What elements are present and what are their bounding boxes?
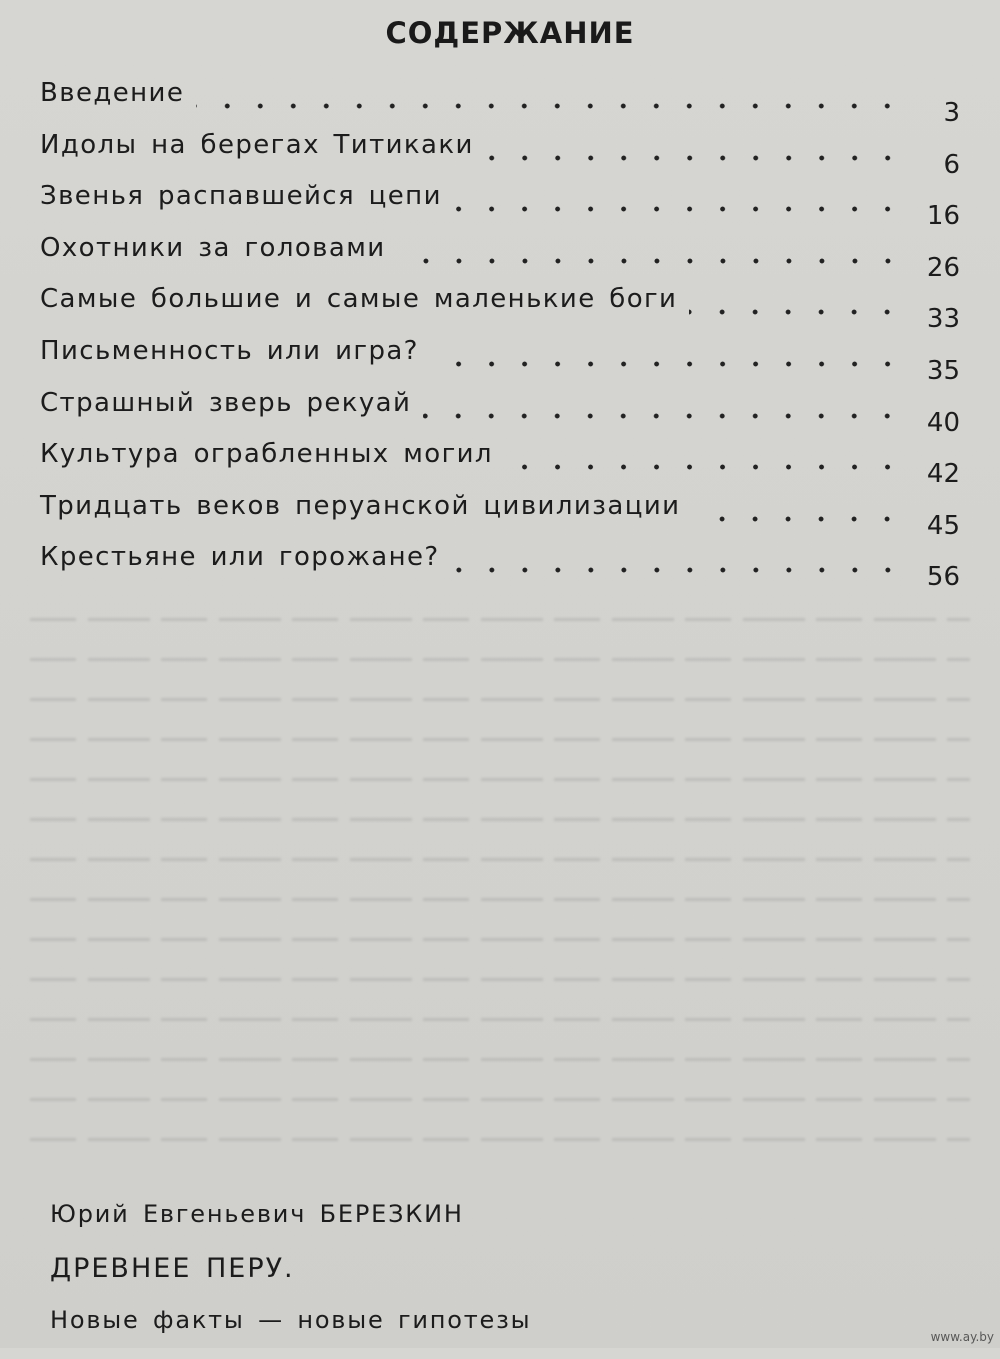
toc-entry-page: 26 (926, 252, 960, 283)
dot-leader (486, 124, 904, 164)
toc-entry (40, 536, 960, 593)
toc-entry-page: 35 (926, 355, 960, 386)
toc-entry (40, 433, 960, 490)
book-subtitle: Новые факты — новые гипотезы (50, 1306, 532, 1334)
watermark: www.ay.by (930, 1330, 994, 1344)
dot-leader (692, 485, 904, 525)
toc-entry-page: 3 (943, 98, 960, 128)
toc-entry-page: 33 (926, 304, 960, 335)
toc-entry-title: Введение (40, 78, 185, 108)
toc-entry-title: Страшный зверь рекуай (40, 387, 412, 418)
toc-entry (40, 382, 960, 438)
toc-entry-page: 16 (926, 201, 960, 232)
book-title: ДРЕВНЕЕ ПЕРУ. (50, 1253, 295, 1284)
toc-entry-title: Крестьяне или горожане? (40, 542, 440, 573)
toc-entry-title: Охотники за головами (40, 232, 386, 263)
toc-list (40, 72, 960, 593)
dot-leader (423, 382, 904, 422)
toc-entry-page: 6 (943, 149, 960, 180)
toc-entry-title: Письменность или игра? (40, 335, 419, 366)
toc-entry (40, 72, 960, 128)
dot-leader (398, 227, 904, 267)
toc-entry-page: 42 (926, 459, 960, 490)
toc-entry (40, 175, 960, 232)
toc-entry-page: 56 (926, 562, 960, 593)
dot-leader (505, 433, 904, 473)
toc-entry-page: 40 (926, 407, 960, 438)
imprint-block (50, 1200, 850, 1359)
reverse-page-show-through (30, 618, 970, 1178)
toc-heading: СОДЕРЖАНИЕ (385, 16, 635, 50)
dot-leader (196, 72, 904, 112)
toc-entry (40, 227, 960, 283)
toc-entry-page: 45 (926, 510, 960, 541)
dot-leader (431, 330, 904, 370)
dot-leader (452, 536, 904, 576)
toc-entry-title: Самые большие и самые маленькие боги (40, 284, 678, 315)
toc-entry (40, 485, 960, 541)
toc-entry (40, 330, 960, 386)
dot-leader (454, 175, 904, 215)
dot-leader (689, 278, 904, 318)
toc-entry (40, 124, 960, 180)
toc-entry-title: Звенья распавшейся цепи (40, 181, 442, 212)
toc-entry-title: Тридцать веков перуанской цивилизации (40, 490, 681, 521)
toc-entry (40, 278, 960, 335)
toc-entry-title: Культура ограбленных могил (40, 439, 493, 470)
author-name: Юрий Евгеньевич БЕРЕЗКИН (50, 1200, 464, 1228)
toc-entry-title: Идолы на берегах Титикаки (40, 129, 474, 160)
